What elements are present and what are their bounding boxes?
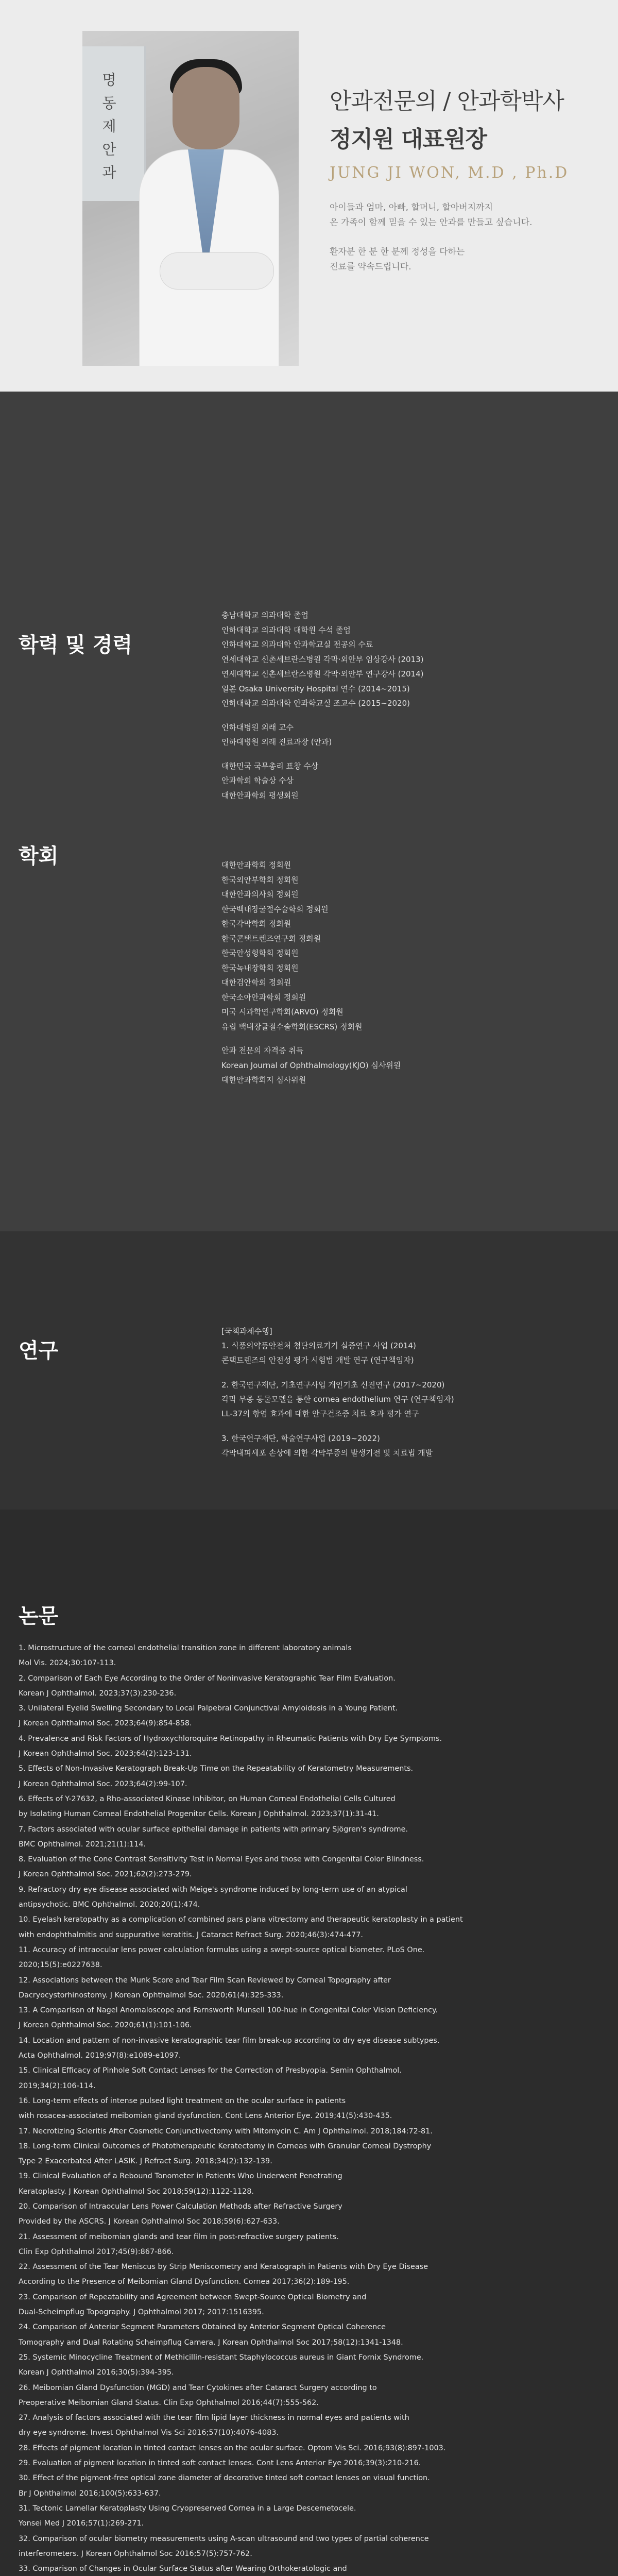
career-item: 일본 Osaka University Hospital 연수 (2014~2015) bbox=[221, 684, 410, 693]
clinic-banner-text: 명 동 제 안 과 bbox=[100, 72, 117, 181]
career-item: 연세대학교 신촌세브란스병원 각막·외안부 연구강사 (2014) bbox=[221, 669, 424, 679]
paper-item: 12. Associations between the Munk Score and Tear Film Scan Reviewed by Corneal Topography after Dacryocystorhinostomy. J Korean Ophthalmol Soc. 2020;61(4):325-333. bbox=[19, 1976, 391, 1999]
career-item: 대한민국 국무총리 표창 수상 bbox=[221, 761, 319, 771]
career-item: 인하대병원 외래 진료과장 (안과) bbox=[221, 737, 332, 747]
society-list bbox=[221, 858, 592, 1088]
paper-item: 15. Clinical Efficacy of Pinhole Soft Contact Lenses for the Correction of Presbyopia. Semin Ophthalmol. 2019;34(2):106-114. bbox=[19, 2066, 402, 2090]
paper-item: 23. Comparison of Repeatability and Agreement between Swept-Source Optical Biometry and Dual-Scheimpflug Topography. J Ophthalmol 2017; 2017:1516395. bbox=[19, 2293, 367, 2317]
paper-item: 10. Eyelash keratopathy as a complication of combined pars plana vitrectomy and therapeutic keratoplasty in a patient with endophthalmitis and suppurative keratitis. J Cataract Refract Surg. 2020;46(3):474-477. bbox=[19, 1916, 463, 1939]
research-body bbox=[221, 1324, 597, 1470]
paper-item: 28. Effects of pigment location in tinted contact lenses on the ocular surface. Optom Vis Sci. 2016;93(8):897-1003. bbox=[19, 2444, 446, 2452]
clinic-banner bbox=[82, 46, 146, 201]
society-item: 대한안과학회지 심사위원 bbox=[221, 1075, 306, 1084]
doctor-name-english: JUNG JI WON, M.D , Ph.D bbox=[330, 164, 569, 182]
career-item: 인하대학교 의과대학 안과학교실 전공의 수료 bbox=[221, 640, 373, 649]
paper-item: 18. Long-term Clinical Outcomes of Phototherapeutic Keratectomy in Corneas with Granular Corneal Dystrophy Type 2 Exacerbated After LASIK. J Refract Surg. 2018;34(2):132-139. bbox=[19, 2142, 432, 2166]
paper-item: 7. Factors associated with ocular surface epithelial damage in patients with primary Sjögren's syndrome. BMC Ophthalmol. 2021;21(1):114. bbox=[19, 1825, 408, 1849]
society-item: 한국안성형학회 정회원 bbox=[221, 948, 299, 958]
doctor-face bbox=[173, 67, 239, 149]
career-item: 대한안과학회 평생회원 bbox=[221, 790, 299, 800]
paper-item: 31. Tectonic Lamellar Keratoplasty Using Cryopreserved Cornea in a Large Descemetocele. Yonsei Med J 2016;57(1):269-271. bbox=[19, 2504, 356, 2528]
profile-section bbox=[0, 392, 618, 1231]
paper-item: 5. Effects of Non-Invasive Keratograph Break-Up Time on the Repeatability of Keratometry Measurements. J Korean Ophthalmol Soc. 2023;64(2):99-107. bbox=[19, 1765, 414, 1788]
research-section bbox=[0, 1231, 618, 1510]
society-item: 한국각막학회 정회원 bbox=[221, 919, 291, 928]
career-list bbox=[221, 608, 592, 803]
paper-item: 25. Systemic Minocycline Treatment of Methicillin-resistant Staphylococcus aureus in Giant Fornix Syndrome. Korean J Ophthalmol 2016;30(5):394-395. bbox=[19, 2353, 424, 2377]
paper-item: 27. Analysis of factors associated with the tear film lipid layer thickness in normal eyes and patients with dry eye syndrome. Invest Ophthalmol Vis Sci 2016;57(10):4076-4083. bbox=[19, 2414, 409, 2437]
paper-item: 19. Clinical Evaluation of a Rebound Tonometer in Patients Who Underwent Penetrating Keratoplasty. J Korean Ophthalmol Soc 2018;59(12):1122-1128. bbox=[19, 2172, 342, 2196]
list-spacer bbox=[221, 711, 592, 720]
paper-item: 17. Necrotizing Scleritis After Cosmetic Conjunctivectomy with Mitomycin C. Am J Ophthalmol. 2018;184:72-81. bbox=[19, 2127, 433, 2136]
career-item: 인하대학교 의과대학 대학원 수석 졸업 bbox=[221, 625, 351, 635]
paper-item: 14. Location and pattern of non-invasive keratographic tear film break-up according to dry eye disease subtypes. Acta Ophthalmol. 2019;97(8):e1089-e1097. bbox=[19, 2036, 440, 2060]
paper-list bbox=[19, 1641, 600, 2576]
paper-item: 30. Effect of the pigment-free optical zone diameter of decorative tinted soft contact lenses on visual function. Br J Ophthalmol 2016;100(5):633-637. bbox=[19, 2474, 430, 2498]
paper-item: 26. Meibomian Gland Dysfunction (MGD) and Tear Cytokines after Cataract Surgery according to Preoperative Meibomian Gland Status. Clin Exp Ophthalmol 2016;44(7):555-562. bbox=[19, 2383, 377, 2407]
hero-section bbox=[0, 0, 618, 392]
paper-item: 2. Comparison of Each Eye According to the Order of Noninvasive Keratographic Tear Film Evaluation. Korean J Ophthalmol. 2023;37(3):230-236. bbox=[19, 1674, 396, 1698]
career-item: 충남대학교 의과대학 졸업 bbox=[221, 611, 308, 620]
list-spacer bbox=[221, 1034, 592, 1043]
paper-item: 24. Comparison of Anterior Segment Parameters Obtained by Anterior Segment Optical Coherence Tomography and Dual Rotating Scheimpflug Camera. J Korean Ophthalmol Soc 2017;58(12):1341-1348. bbox=[19, 2323, 403, 2347]
society-item: 대한안과의사회 정회원 bbox=[221, 890, 299, 899]
society-item: 한국외안부학회 정회원 bbox=[221, 875, 299, 885]
society-item: Korean Journal of Ophthalmology(KJO) 심사위원 bbox=[221, 1060, 401, 1070]
paper-item: 9. Refractory dry eye disease associated with Meige's syndrome induced by long-term use of an atypical antipsychotic. BMC Ophthalmol. 2020;20(1):474. bbox=[19, 1885, 407, 1909]
hero-intro-paragraph: 아이들과 엄마, 아빠, 할머니, 할아버지까지 온 가족이 함께 믿을 수 있는 안과를 만들고 싶습니다. bbox=[330, 202, 533, 228]
paper-item: 33. Comparison of Changes in Ocular Surface Status after Wearing Orthokeratologic and bbox=[19, 2565, 347, 2573]
doctor-specialty-title: 안과전문의 / 안과학박사 bbox=[330, 88, 564, 114]
hero-text-block bbox=[330, 82, 587, 289]
paper-item: 8. Evaluation of the Cone Contrast Sensitivity Test in Normal Eyes and those with Congenital Color Blindness. J Korean Ophthalmol Soc. 2021;62(2):273-279. bbox=[19, 1855, 424, 1879]
paper-item: 13. A Comparison of Nagel Anomaloscope and Farnsworth Munsell 100-hue in Congenital Color Vision Deficiency. J Korean Ophthalmol Soc. 2020;61(1):101-106. bbox=[19, 2006, 438, 2030]
research-heading: 연구 bbox=[19, 1339, 59, 1363]
society-item: 미국 시과학연구학회(ARVO) 정회원 bbox=[221, 1007, 344, 1016]
papers-section bbox=[0, 1510, 618, 2576]
paper-item: 3. Unilateral Eyelid Swelling Secondary to Local Palpebral Conjunctival Amyloidosis in a Young Patient. J Korean Ophthalmol Soc. 2023;64(9):854-858. bbox=[19, 1704, 398, 1728]
paper-item: 32. Comparison of ocular biometry measurements using A-scan ultrasound and two types of partial coherence interferometers. J Korean Ophthalmol Soc 2016;57(5):757-762. bbox=[19, 2534, 429, 2558]
society-item: 안과 전문의 자격증 취득 bbox=[221, 1046, 304, 1055]
papers-heading: 논문 bbox=[19, 1604, 59, 1628]
research-paragraph: 3. 한국연구재단, 학술연구사업 (2019~2022) 각막내피세포 손상에 의한 각막부종의 발생기전 및 치료법 개발 bbox=[221, 1434, 433, 1458]
career-item: 연세대학교 신촌세브란스병원 각막·외안부 임상강사 (2013) bbox=[221, 654, 424, 664]
hero-promise-paragraph: 환자분 한 분 한 분께 정성을 다하는 진료를 약속드립니다. bbox=[330, 246, 465, 272]
career-item: 인하대병원 외래 교수 bbox=[221, 722, 294, 732]
research-paragraph: 2. 한국연구재단, 기초연구사업 개인기초 신진연구 (2017~2020) 각막 부종 동물모델을 통한 cornea endothelium 연구 (연구책임자) LL-37의 항염 효과에 대한 안구건조증 치료 효과 평가 연구 bbox=[221, 1380, 454, 1418]
paper-item: 20. Comparison of Intraocular Lens Power Calculation Methods after Refractive Surgery Provided by the ASCRS. J Korean Ophthalmol Soc 2018;59(6):627-633. bbox=[19, 2202, 342, 2226]
society-item: 한국백내장굴절수술학회 정회원 bbox=[221, 904, 329, 914]
society-item: 한국콘택트렌즈연구회 정회원 bbox=[221, 934, 321, 943]
career-item: 인하대학교 의과대학 안과학교실 조교수 (2015~2020) bbox=[221, 699, 410, 708]
career-heading: 학력 및 경력 bbox=[19, 633, 133, 657]
research-paragraph: [국책과제수행] 1. 식품의약품안전처 첨단의료기기 실증연구 사업 (2014) 콘택트렌즈의 안전성 평가 시험법 개발 연구 (연구책임자) bbox=[221, 1327, 416, 1365]
paper-item: 6. Effects of Y-27632, a Rho-associated Kinase Inhibitor, on Human Corneal Endothelial Cells Cultured by Isolating Human Corneal Endothelial Progenitor Cells. Korean J Ophthalmol. 2023;37(1):31-41. bbox=[19, 1794, 396, 1819]
doctor-photo bbox=[82, 31, 299, 366]
paper-item: 11. Accuracy of intraocular lens power calculation formulas using a swept-source optical biometer. PLoS One. 2020;15(5):e0227638. bbox=[19, 1945, 425, 1970]
doctor-folded-arms bbox=[160, 252, 274, 290]
paper-item: 29. Evaluation of pigment location in tinted soft contact lenses. Cont Lens Anterior Eye 2016;39(3):210-216. bbox=[19, 2459, 421, 2468]
doctor-name: 정지원 대표원장 bbox=[330, 126, 487, 152]
society-item: 한국녹내장학회 정회원 bbox=[221, 963, 299, 973]
society-item: 대한안과학회 정회원 bbox=[221, 860, 291, 870]
paper-item: 16. Long-term effects of intense pulsed light treatment on the ocular surface in patients with rosacea-associated meibomian gland dysfunction. Cont Lens Anterior Eye. 2019;41(5):430-435. bbox=[19, 2096, 392, 2121]
list-spacer bbox=[221, 750, 592, 759]
society-heading: 학회 bbox=[19, 844, 59, 868]
society-item: 대한검안학회 정회원 bbox=[221, 978, 291, 987]
society-item: 유럽 백내장굴절수술학회(ESCRS) 정회원 bbox=[221, 1022, 363, 1031]
paper-item: 1. Microstructure of the corneal endothelial transition zone in different laboratory animals Mol Vis. 2024;30:107-113. bbox=[19, 1644, 352, 1668]
society-item: 한국소아안과학회 정회원 bbox=[221, 992, 306, 1002]
paper-item: 22. Assessment of the Tear Meniscus by Strip Meniscometry and Keratograph in Patients with Dry Eye Disease According to the Presence of Meibomian Gland Dysfunction. Cornea 2017;36(2):189-195. bbox=[19, 2263, 428, 2286]
paper-item: 21. Assessment of meibomian glands and tear film in post-refractive surgery patients. Clin Exp Ophthalmol 2017;45(9):867-866. bbox=[19, 2232, 339, 2256]
career-item: 안과학회 학술상 수상 bbox=[221, 776, 294, 785]
paper-item: 4. Prevalence and Risk Factors of Hydroxychloroquine Retinopathy in Rheumatic Patients with Dry Eye Symptoms. J Korean Ophthalmol Soc. 2023;64(2):123-131. bbox=[19, 1734, 442, 1758]
